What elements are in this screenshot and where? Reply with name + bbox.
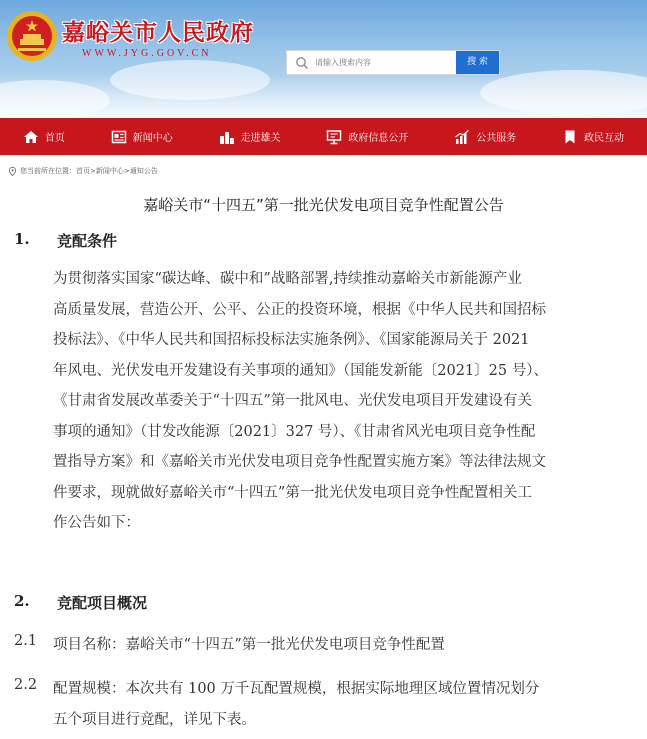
paragraph-line: 为贯彻落实国家“碳达峰、碳中和”战略部署,持续推动嘉峪关市新能源产业 bbox=[53, 271, 522, 287]
section-title: 竞配条件 bbox=[57, 232, 118, 250]
search-input[interactable] bbox=[315, 51, 455, 74]
nav-item-label: 首页 bbox=[44, 133, 65, 144]
nav-item-interaction[interactable] bbox=[539, 118, 647, 155]
search-icon bbox=[295, 56, 309, 70]
paragraph bbox=[53, 264, 635, 539]
site-title[interactable]: 嘉峪关市人民政府 bbox=[62, 19, 254, 46]
page-title: 嘉峪关市“十四五”第一批光伏发电项目竞争性配置公告 bbox=[143, 196, 504, 214]
national-emblem-logo[interactable] bbox=[6, 10, 58, 62]
paragraph-line: 事项的通知》（甘发改能源〔2021〕327 号）、《甘肃省风光电项目竞争性配 bbox=[53, 423, 536, 440]
section-title: 竞配项目概况 bbox=[57, 594, 148, 612]
nav-item-label: 政民互动 bbox=[584, 133, 625, 144]
news-icon bbox=[111, 129, 127, 145]
main-nav bbox=[0, 118, 647, 155]
paragraph-line: 年风电、光伏发电开发建设有关事项的通知》（国能发新能〔2021〕25 号）、 bbox=[53, 362, 548, 379]
nav-item-city[interactable] bbox=[196, 118, 304, 155]
item-number: 2.2 bbox=[14, 677, 38, 693]
paragraph-line: 作公告如下： bbox=[53, 515, 140, 531]
paragraph-line: 置指导方案》和《嘉峪关市光伏发电项目竞争性配置实施方案》等法律法规文 bbox=[53, 454, 546, 470]
nav-item-label: 走进雄关 bbox=[240, 133, 281, 144]
paragraph-line: 高质量发展，营造公开、公平、公正的投资环境，根据《中华人民共和国招标 bbox=[53, 301, 546, 318]
site-header bbox=[0, 0, 647, 118]
header-skyline bbox=[0, 74, 647, 118]
item-text: 五个项目进行竞配，详见下表。 bbox=[53, 712, 256, 728]
paragraph-line: 《甘肃省发展改革委关于“十四五”第一批风电、光伏发电项目开发建设有关 bbox=[53, 393, 532, 409]
site-url: WWW.JYG.GOV.CN bbox=[82, 48, 212, 59]
section-number: 1. bbox=[14, 230, 30, 248]
paragraph-line: 投标法》、《中华人民共和国招标投标法实施条例》、《国家能源局关于 2021 bbox=[53, 332, 530, 348]
monitor-icon bbox=[326, 129, 342, 145]
item-number: 2.1 bbox=[14, 633, 38, 649]
bookmark-icon bbox=[562, 129, 578, 145]
paragraph-line: 件要求，现就做好嘉峪关市“十四五”第一批光伏发电项目竞争性配置相关工 bbox=[53, 484, 532, 501]
city-icon bbox=[219, 129, 235, 145]
section-number: 2. bbox=[14, 592, 30, 610]
nav-item-label: 新闻中心 bbox=[132, 133, 173, 144]
location-pin-icon bbox=[8, 167, 17, 176]
nav-item-gov-info[interactable] bbox=[303, 118, 431, 155]
nav-item-public-service[interactable] bbox=[431, 118, 539, 155]
nav-item-label: 政府信息公开 bbox=[348, 133, 409, 144]
breadcrumb-text[interactable]: 您当前所在位置：首页>新闻中心>通知公告 bbox=[20, 167, 158, 175]
nav-item-home[interactable] bbox=[0, 118, 88, 155]
breadcrumb bbox=[8, 164, 158, 178]
search-button[interactable]: 搜 索 bbox=[456, 51, 499, 74]
item-text: 配置规模：本次共有 100 万千瓦配置规模，根据实际地理区域位置情况划分 bbox=[53, 681, 540, 697]
nav-item-news[interactable] bbox=[88, 118, 196, 155]
item-text: 项目名称：嘉峪关市“十四五”第一批光伏发电项目竞争性配置 bbox=[53, 637, 445, 653]
chart-icon bbox=[454, 129, 470, 145]
home-icon bbox=[23, 129, 39, 145]
nav-item-label: 公共服务 bbox=[476, 133, 517, 144]
